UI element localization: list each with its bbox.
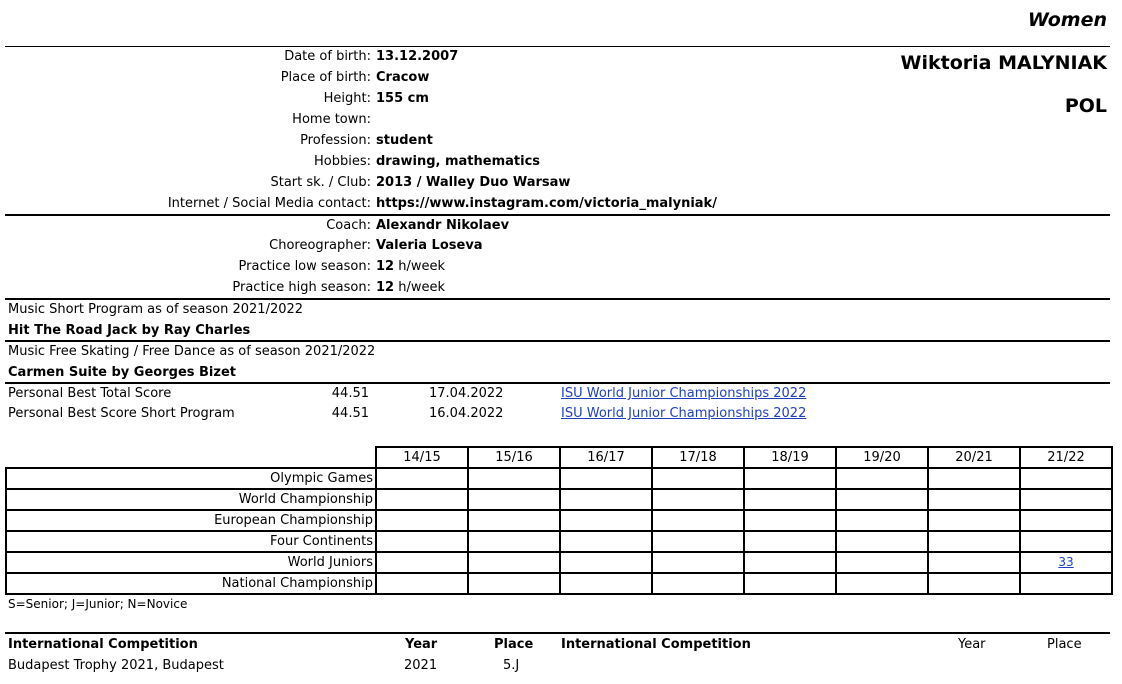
grid-row-label: National Championship <box>6 573 376 594</box>
grid-cell <box>560 489 652 510</box>
bio-value: drawing, mathematics <box>376 154 541 169</box>
grid-cell <box>928 510 1020 531</box>
competition-year: 2021 <box>404 658 438 673</box>
season-header-row <box>6 447 1112 468</box>
grid-cell <box>744 510 836 531</box>
bio-label: Start sk. / Club: <box>270 175 371 190</box>
bio-label: Date of birth: <box>284 49 371 64</box>
grid-cell <box>836 573 928 594</box>
practice-high-label: Practice high season: <box>232 280 371 295</box>
year-header-right: Year <box>958 637 986 652</box>
year-header: Year <box>405 637 438 652</box>
grid-cell <box>836 531 928 552</box>
grid-cell <box>468 573 560 594</box>
coach-value: Alexandr Nikolaev <box>376 218 510 233</box>
grid-cell <box>1020 468 1112 489</box>
choreographer-value: Valeria Loseva <box>376 238 483 253</box>
season-header: 14/15 <box>376 447 468 468</box>
grid-cell <box>652 489 744 510</box>
season-header: 20/21 <box>928 447 1020 468</box>
place-header: Place <box>494 637 534 652</box>
pb-score: 44.51 <box>331 406 369 421</box>
grid-row <box>6 531 1112 552</box>
grid-cell <box>836 489 928 510</box>
bio-value: 2013 / Walley Duo Warsaw <box>376 175 571 190</box>
grid-cell <box>744 489 836 510</box>
bio-value: 155 cm <box>376 91 429 106</box>
choreographer-label: Choreographer: <box>269 238 371 253</box>
pb-label: Personal Best Score Short Program <box>8 406 235 421</box>
grid-cell <box>1020 573 1112 594</box>
grid-cell <box>652 468 744 489</box>
pb-date: 17.04.2022 <box>429 386 504 401</box>
grid-row <box>6 489 1112 510</box>
grid-cell <box>468 489 560 510</box>
grid-row-label: World Juniors <box>6 552 376 573</box>
grid-cell <box>836 510 928 531</box>
grid-cell <box>376 531 468 552</box>
grid-cell <box>468 531 560 552</box>
season-header: 17/18 <box>652 447 744 468</box>
grid-row-label: World Championship <box>6 489 376 510</box>
practice-low-value: 12 h/week <box>376 259 446 274</box>
season-header: 15/16 <box>468 447 560 468</box>
music-sp-value: Hit The Road Jack by Ray Charles <box>8 323 251 338</box>
pb-date: 16.04.2022 <box>429 406 504 421</box>
grid-cell <box>928 573 1020 594</box>
grid-cell <box>468 552 560 573</box>
grid-corner <box>6 447 376 468</box>
pb-event-link[interactable]: ISU World Junior Championships 2022 <box>561 386 807 401</box>
grid-cell <box>560 573 652 594</box>
season-header: 19/20 <box>836 447 928 468</box>
bio-label: Place of birth: <box>280 70 371 85</box>
world-juniors-result-link[interactable]: 33 <box>1058 555 1074 569</box>
header-divider <box>5 46 1110 47</box>
practice-low-label: Practice low season: <box>238 259 371 274</box>
grid-legend: S=Senior; J=Junior; N=Novice <box>8 597 188 611</box>
coaching-divider <box>5 298 1110 300</box>
music-fs-value: Carmen Suite by Georges Bizet <box>8 365 236 380</box>
bio-divider <box>5 214 1110 216</box>
bio-label: Hobbies: <box>314 154 371 169</box>
grid-cell <box>744 552 836 573</box>
grid-cell <box>652 552 744 573</box>
grid-row-label: European Championship <box>6 510 376 531</box>
grid-cell <box>468 510 560 531</box>
competition-name: Budapest Trophy 2021, Budapest <box>8 658 224 673</box>
season-header: 21/22 <box>1020 447 1112 468</box>
grid-row <box>6 468 1112 489</box>
place-header-right: Place <box>1047 637 1082 652</box>
bio-label: Home town: <box>292 112 371 127</box>
coach-label: Coach: <box>326 218 371 233</box>
grid-cell <box>560 510 652 531</box>
grid-cell <box>652 573 744 594</box>
grid-cell <box>928 468 1020 489</box>
music-fs-divider <box>5 382 1110 384</box>
grid-cell <box>744 531 836 552</box>
bio-value: Cracow <box>376 70 430 85</box>
grid-cell <box>468 468 560 489</box>
skater-nation: POL <box>1064 95 1107 117</box>
grid-row-label: Olympic Games <box>6 468 376 489</box>
grid-cell <box>744 468 836 489</box>
pb-score: 44.51 <box>331 386 369 401</box>
grid-cell <box>744 573 836 594</box>
grid-cell <box>928 552 1020 573</box>
competition-place: 5.J <box>503 658 520 673</box>
grid-cell <box>928 489 1020 510</box>
season-header: 16/17 <box>560 447 652 468</box>
music-divider <box>5 340 1110 342</box>
bio-label: Profession: <box>300 133 371 148</box>
results-grid <box>5 446 1113 595</box>
bio-value: 13.12.2007 <box>376 49 459 64</box>
season-header: 18/19 <box>744 447 836 468</box>
pb-label: Personal Best Total Score <box>8 386 172 401</box>
grid-cell <box>836 552 928 573</box>
bio-value: student <box>376 133 433 148</box>
grid-cell <box>652 531 744 552</box>
grid-cell <box>836 468 928 489</box>
grid-cell <box>560 468 652 489</box>
grid-cell <box>1020 552 1112 573</box>
grid-cell <box>652 510 744 531</box>
competition-header: International Competition <box>8 637 198 652</box>
skater-name: Wiktoria MALYNIAK <box>900 52 1107 74</box>
grid-cell <box>1020 531 1112 552</box>
music-fs-label: Music Free Skating / Free Dance as of season 2021/2022 <box>8 344 376 359</box>
grid-row-label: Four Continents <box>6 531 376 552</box>
practice-high-value: 12 h/week <box>376 280 446 295</box>
grid-cell <box>928 531 1020 552</box>
grid-cell <box>376 573 468 594</box>
grid-cell <box>376 552 468 573</box>
grid-cell <box>560 531 652 552</box>
bio-label: Height: <box>323 91 371 106</box>
music-sp-label: Music Short Program as of season 2021/2022 <box>8 302 304 317</box>
bio-label: Internet / Social Media contact: <box>167 196 371 211</box>
grid-cell <box>1020 489 1112 510</box>
competition-header-right: International Competition <box>561 637 751 652</box>
grid-cell <box>376 510 468 531</box>
grid-row <box>6 573 1112 594</box>
grid-cell <box>376 468 468 489</box>
grid-cell <box>376 489 468 510</box>
grid-row <box>6 552 1112 573</box>
grid-cell <box>1020 510 1112 531</box>
grid-cell <box>560 552 652 573</box>
pb-event-link[interactable]: ISU World Junior Championships 2022 <box>561 406 807 421</box>
competitions-divider <box>5 632 1110 634</box>
social-media-value: https://www.instagram.com/victoria_malyniak/ <box>376 196 717 211</box>
grid-row <box>6 510 1112 531</box>
category-title: Women <box>1027 9 1107 31</box>
